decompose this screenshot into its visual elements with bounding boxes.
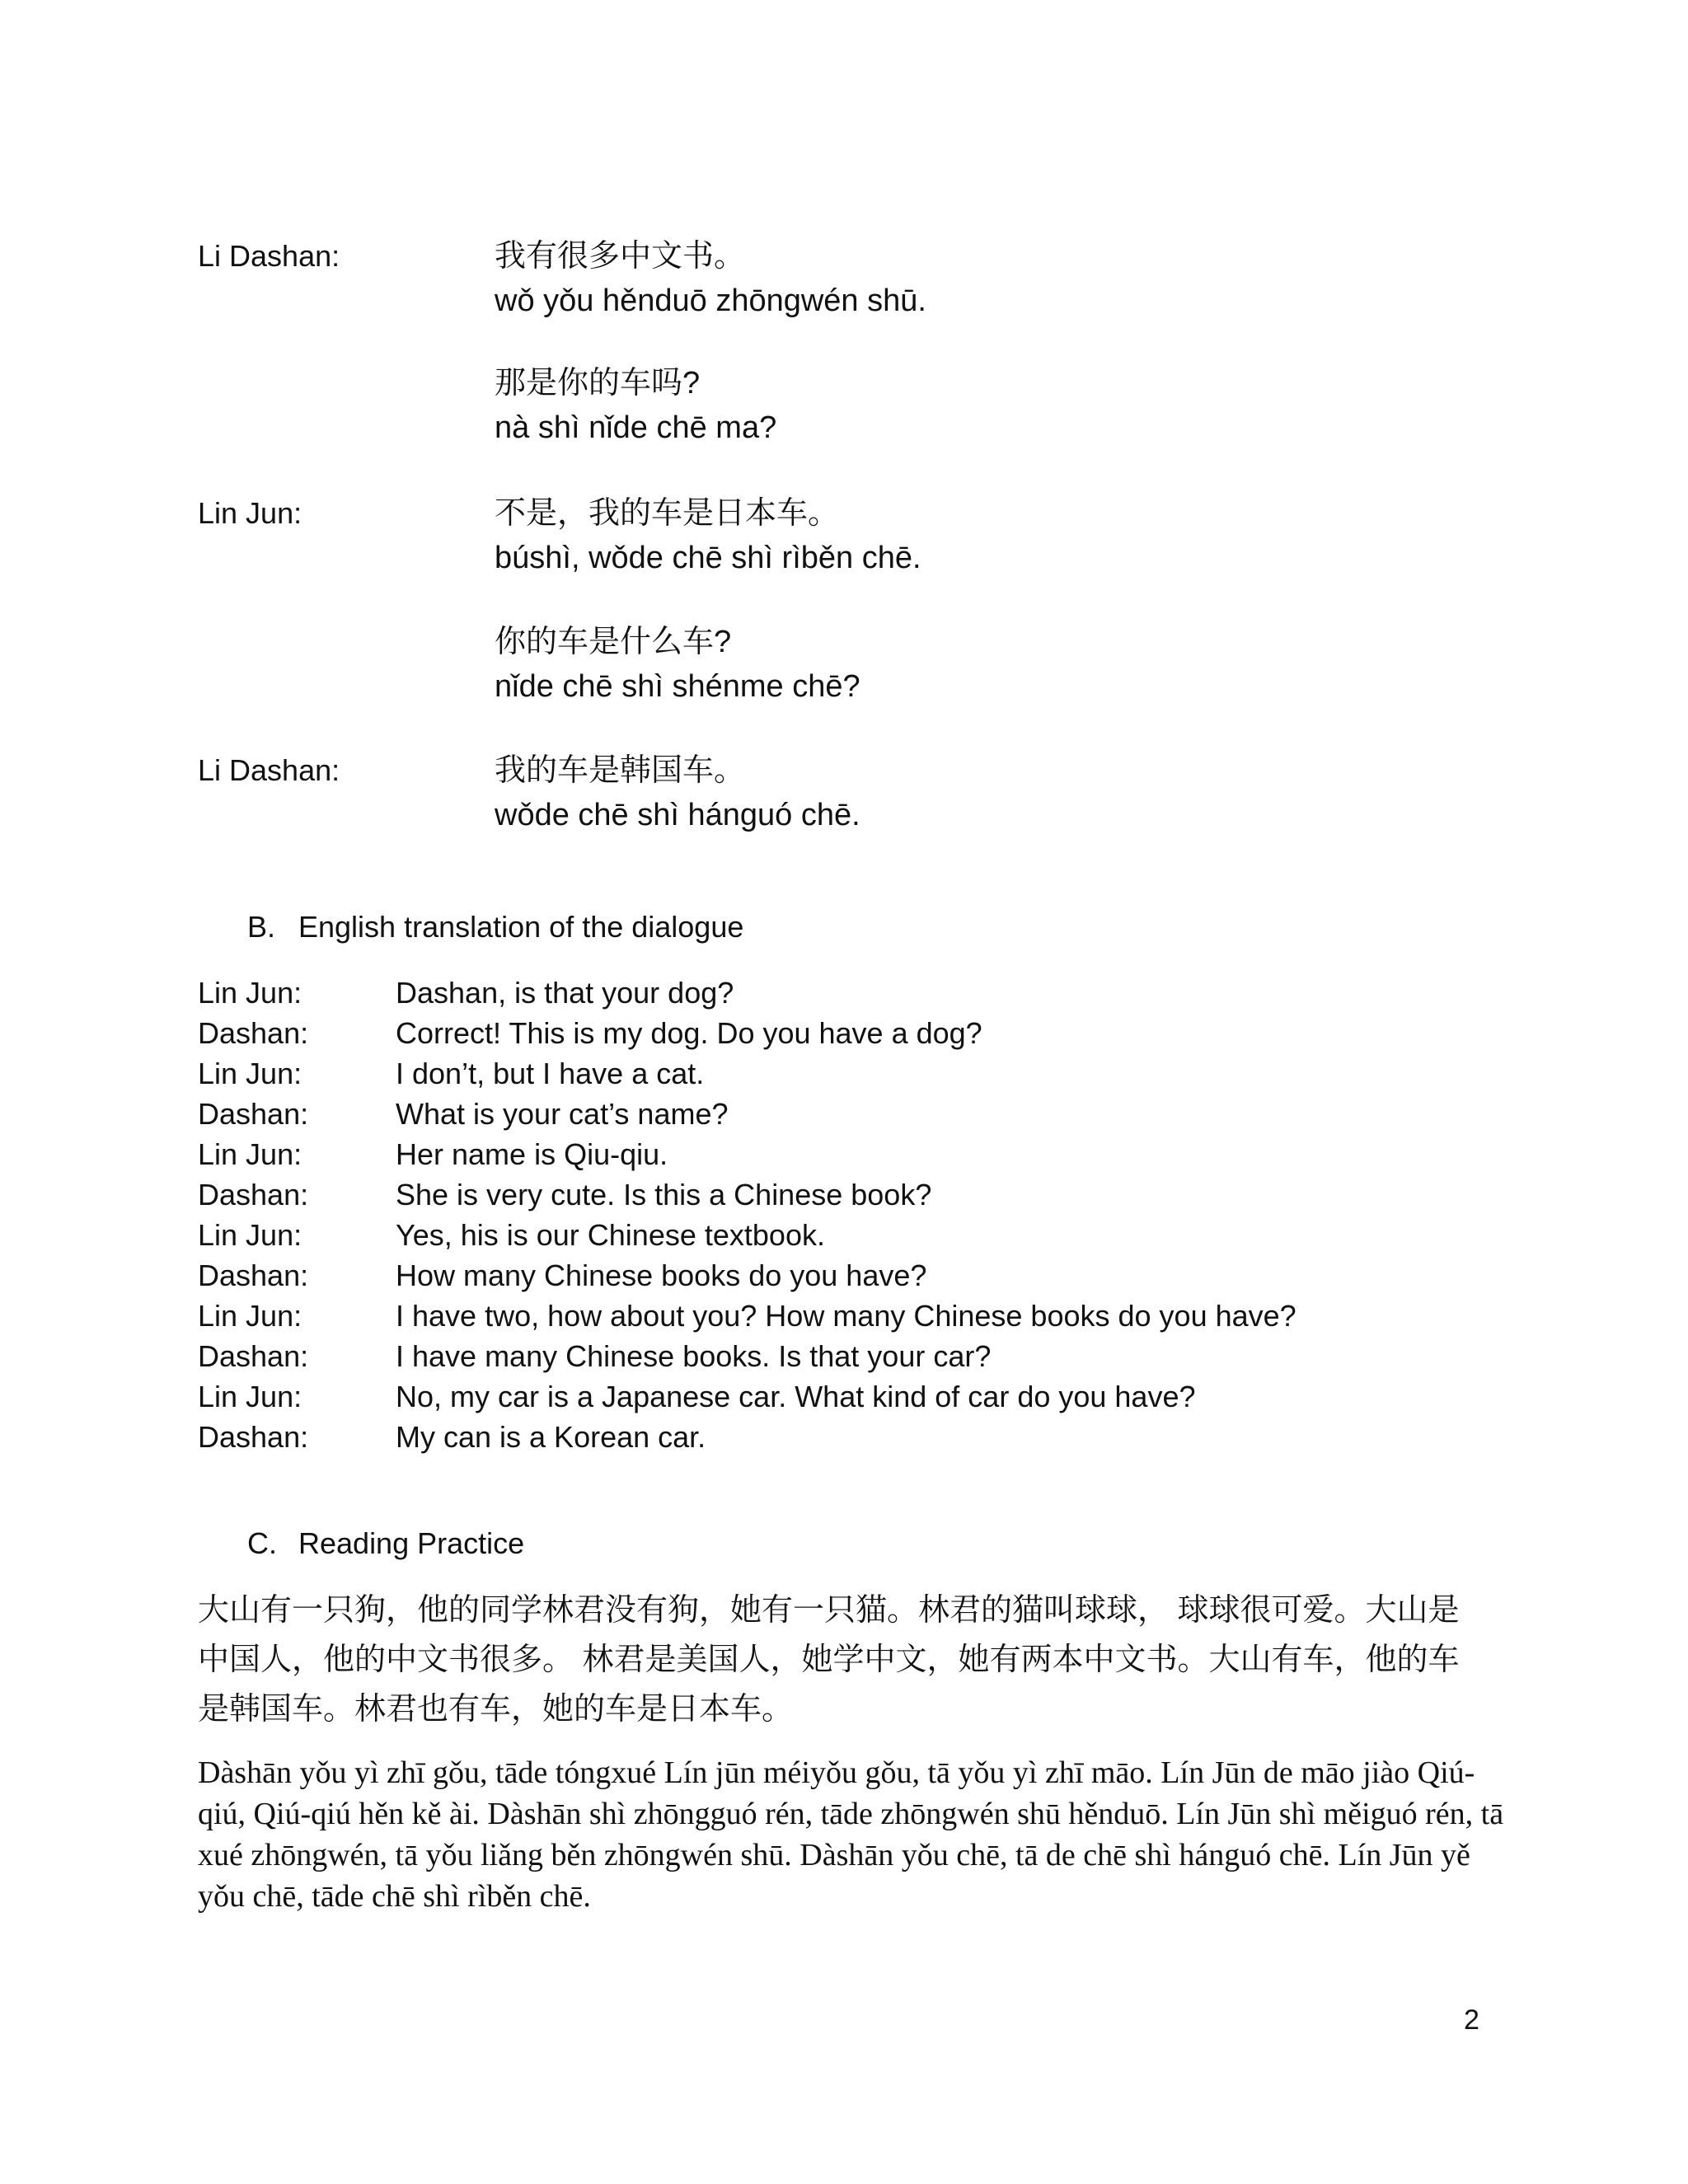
dialogue-chinese-line: 那是你的车吗?	[495, 366, 701, 401]
page-number: 2	[1464, 2004, 1479, 2036]
translation-text: Yes, his is our Chinese textbook.	[396, 1218, 825, 1252]
dialogue-chinese-line: 不是，我的车是日本车。	[495, 496, 840, 531]
translation-text: What is your cat’s name?	[396, 1097, 729, 1131]
translation-text: She is very cute. Is this a Chinese book?	[396, 1178, 932, 1212]
translation-row	[198, 972, 734, 1013]
translation-speaker: Dashan:	[198, 1339, 309, 1373]
dialogue-chinese-line: 我的车是韩国车。	[495, 753, 746, 788]
translation-row	[198, 1215, 825, 1255]
translation-speaker: Dashan:	[198, 1097, 309, 1131]
translation-row	[198, 1053, 704, 1094]
translation-text: No, my car is a Japanese car. What kind of car do you have?	[396, 1380, 1196, 1413]
translation-speaker: Lin Jun:	[198, 1218, 302, 1252]
translation-speaker: Lin Jun:	[198, 1137, 302, 1171]
translation-speaker: Dashan:	[198, 1420, 309, 1454]
dialogue-pinyin-line: wǒde chē shì hánguó chē.	[495, 798, 860, 832]
section-heading-c	[247, 1521, 524, 1566]
reading-chinese-paragraph: 大山有一只狗，他的同学林君没有狗，她有一只猫。林君的猫叫球球， 球球很可爱。大山是中国人，他的中文书很多。 林君是美国人，她学中文，她有两本中文书。大山有车，他的车是韩国车。林君也有车，她的车是日本车。	[198, 1593, 1460, 1727]
section-letter: C.	[247, 1526, 277, 1560]
translation-speaker: Dashan:	[198, 1258, 309, 1292]
translation-speaker: Dashan:	[198, 1016, 309, 1050]
dialogue-chinese-line: 你的车是什么车?	[495, 625, 732, 659]
translation-row	[198, 1134, 668, 1174]
translation-row	[198, 1094, 729, 1134]
reading-pinyin-paragraph: Dàshān yǒu yì zhī gǒu, tāde tóngxué Lín jūn méiyǒu gǒu, tā yǒu yì zhī māo. Lín Jūn de māo jiào Qiú-qiú, Qiú-qiú hěn kě ài. Dàshān shì zhōngguó rén, tāde zhōngwén shū hěnduō. Lín Jūn shì měiguó rén, tā xué zhōngwén, tā yǒu liǎng běn zhōngwén shū. Dàshān yǒu chē, tā de chē shì hánguó chē. Lín Jūn yě yǒu chē, tāde chē shì rìběn chē.	[198, 1755, 1504, 1914]
dialogue-speaker: Lin Jun:	[198, 496, 302, 530]
translation-text: Correct! This is my dog. Do you have a dog?	[396, 1016, 982, 1050]
section-letter: B.	[247, 910, 276, 944]
translation-text: I don’t, but I have a cat.	[396, 1057, 705, 1090]
dialogue-pinyin-line: wǒ yǒu hěnduō zhōngwén shū.	[495, 284, 926, 318]
dialogue-pinyin-line: nà shì nǐde chē ma?	[495, 410, 777, 445]
dialogue-pinyin-line: búshì, wǒde chē shì rìběn chē.	[495, 541, 921, 575]
translation-text: How many Chinese books do you have?	[396, 1258, 927, 1292]
translation-speaker: Lin Jun:	[198, 1299, 302, 1333]
translation-row	[198, 1336, 991, 1376]
translation-speaker: Lin Jun:	[198, 1380, 302, 1413]
section-title: Reading Practice	[298, 1526, 525, 1560]
translation-row	[198, 1174, 931, 1215]
translation-text: Dashan, is that your dog?	[396, 976, 734, 1010]
dialogue-speaker: Li Dashan:	[198, 239, 340, 273]
translation-speaker: Dashan:	[198, 1178, 309, 1212]
translation-row	[198, 1255, 926, 1296]
translation-speaker: Lin Jun:	[198, 1057, 302, 1090]
section-title: English translation of the dialogue	[298, 910, 744, 944]
dialogue-chinese-line: 我有很多中文书。	[495, 239, 746, 274]
translation-text: I have two, how about you? How many Chinese books do you have?	[396, 1299, 1296, 1333]
dialogue-pinyin-line: nǐde chē shì shénme chē?	[495, 669, 860, 704]
section-heading-b	[247, 905, 743, 949]
dialogue-speaker: Li Dashan:	[198, 753, 340, 787]
translation-row	[198, 1296, 1296, 1336]
translation-text: My can is a Korean car.	[396, 1420, 706, 1454]
translation-text: Her name is Qiu-qiu.	[396, 1137, 668, 1171]
translation-row	[198, 1417, 706, 1457]
translation-row	[198, 1013, 982, 1053]
translation-speaker: Lin Jun:	[198, 976, 302, 1010]
translation-row	[198, 1376, 1196, 1417]
translation-text: I have many Chinese books. Is that your car?	[396, 1339, 992, 1373]
